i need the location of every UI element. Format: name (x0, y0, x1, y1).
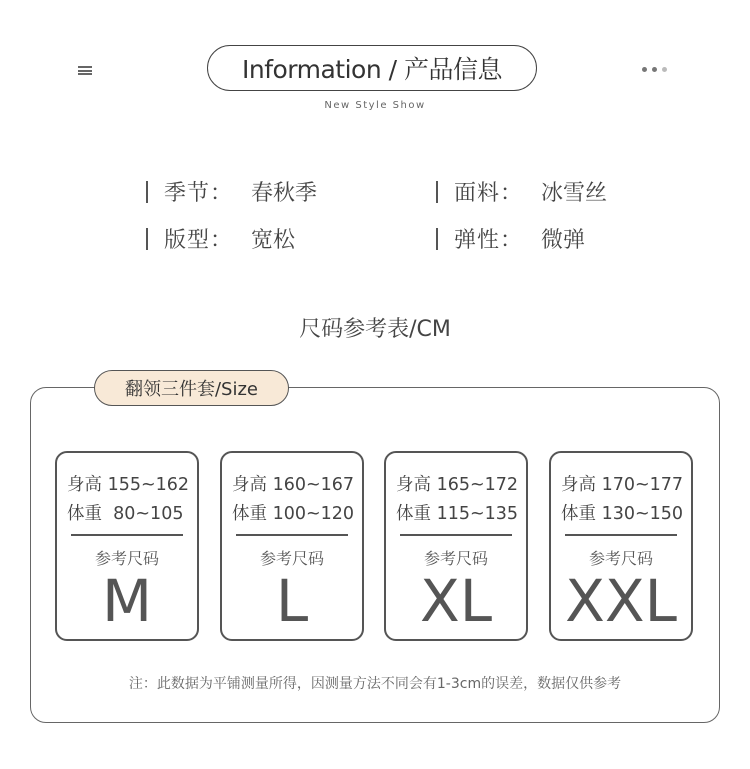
reference-size-label: 参考尺码 (423, 549, 488, 568)
attribute-key: 季节： (164, 181, 234, 206)
divider-bar (146, 181, 148, 203)
reference-size-label: 参考尺码 (94, 549, 159, 568)
size-letter: XXL (565, 567, 677, 635)
size-letter: XL (419, 567, 493, 635)
attribute-value: 宽松 (251, 228, 296, 253)
more-dots-icon[interactable] (642, 67, 667, 72)
size-tag: 翻领三件套/Size (94, 370, 289, 406)
divider-bar (146, 228, 148, 250)
size-card-l (220, 451, 364, 641)
attribute-elasticity (436, 223, 585, 254)
weight-range: 体重 100~120 (232, 504, 355, 524)
page-subtitle: New Style Show (324, 100, 426, 111)
measurement-note: 注：此数据为平铺测量所得，因测量方法不同会有1-3cm的误差，数据仅供参考 (128, 676, 622, 692)
height-range: 身高 160~167 (232, 475, 355, 495)
page-title: Information / 产品信息 (207, 45, 537, 91)
attribute-value: 春秋季 (251, 181, 318, 206)
attribute-key: 面料： (454, 181, 524, 206)
card-divider (565, 534, 677, 536)
reference-size-label: 参考尺码 (259, 549, 324, 568)
attribute-value: 微弹 (541, 228, 586, 253)
weight-range: 体重 80~105 (67, 504, 184, 524)
divider-bar (436, 181, 438, 203)
attribute-season (146, 176, 317, 207)
size-letter: L (275, 567, 309, 635)
height-range: 身高 170~177 (561, 475, 684, 495)
size-card-xxl (549, 451, 693, 641)
hamburger-menu-icon[interactable] (78, 66, 92, 75)
card-divider (400, 534, 512, 536)
attribute-key: 版型： (164, 228, 234, 253)
card-divider (236, 534, 348, 536)
size-card-xl (384, 451, 528, 641)
weight-range: 体重 130~150 (561, 504, 684, 524)
card-divider (71, 534, 183, 536)
size-letter: M (101, 567, 153, 635)
attribute-fabric (436, 176, 607, 207)
size-card-m (55, 451, 199, 641)
reference-size-label: 参考尺码 (588, 549, 653, 568)
divider-bar (436, 228, 438, 250)
attribute-key: 弹性： (454, 228, 524, 253)
attribute-value: 冰雪丝 (541, 181, 608, 206)
attribute-fit (146, 223, 295, 254)
height-range: 身高 165~172 (396, 475, 519, 495)
height-range: 身高 155~162 (67, 475, 190, 495)
size-chart-heading: 尺码参考表/CM (299, 317, 451, 342)
weight-range: 体重 115~135 (396, 504, 519, 524)
